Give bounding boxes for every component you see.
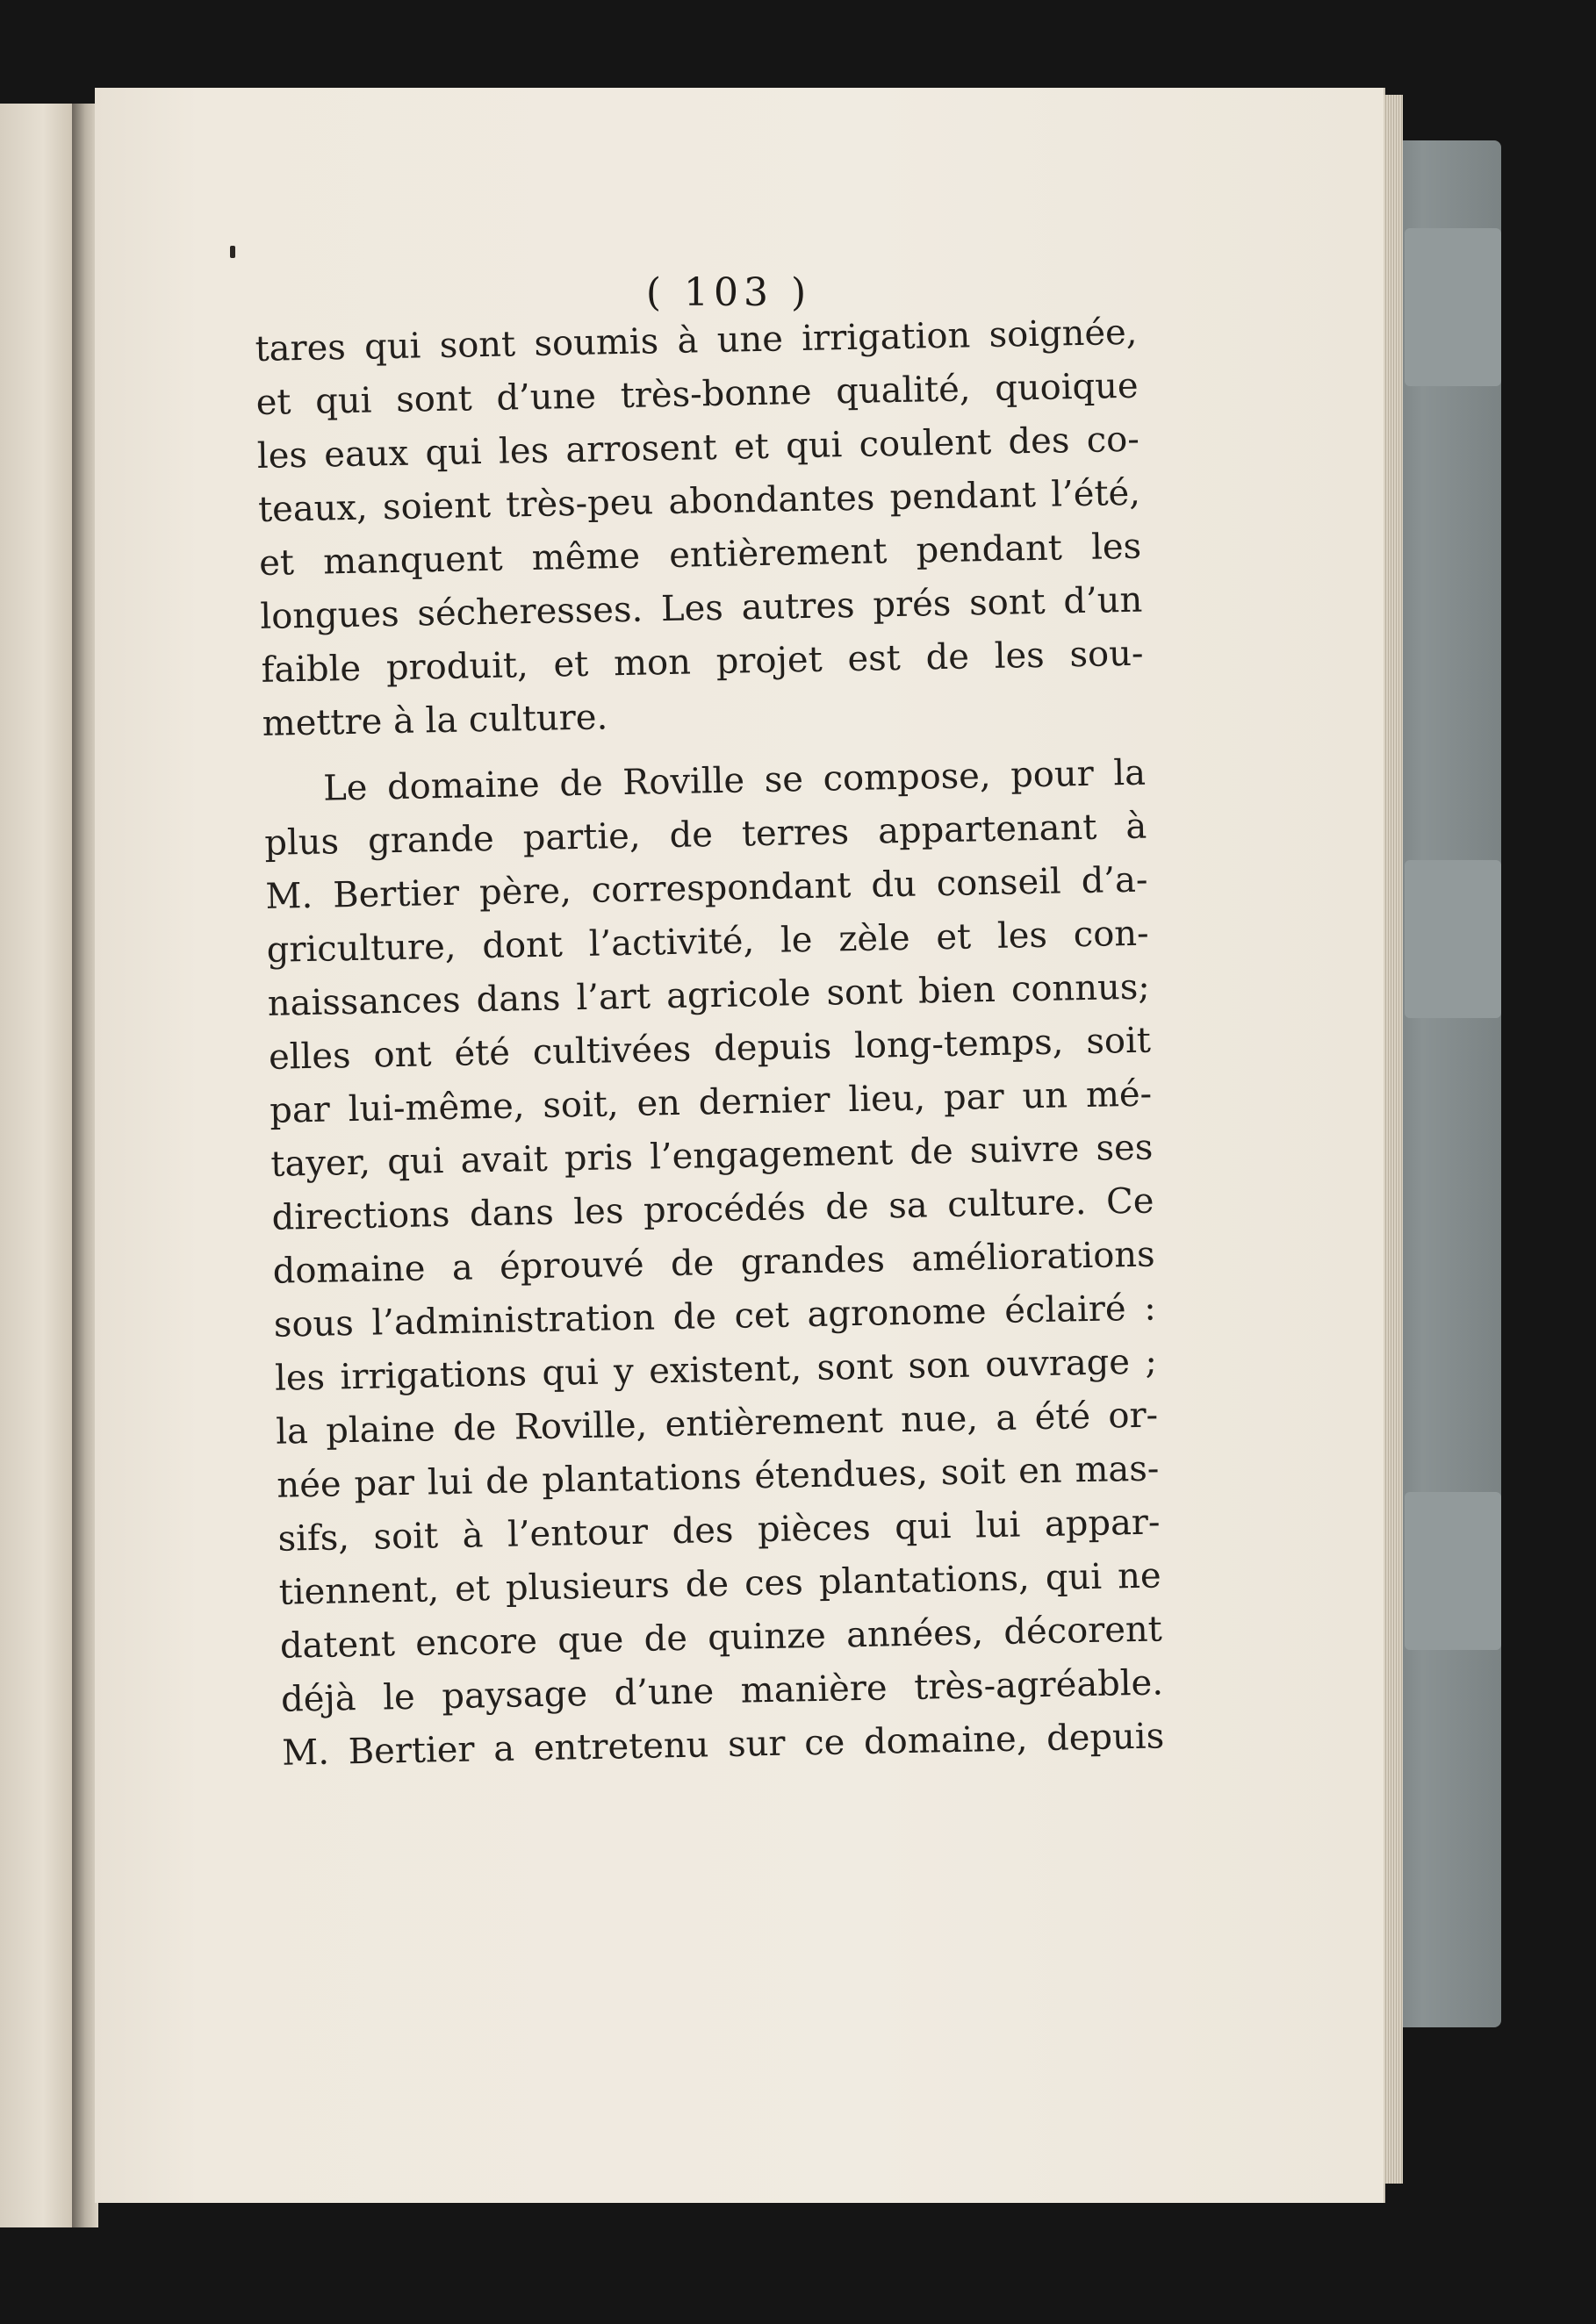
board-edge-block [1405, 1492, 1501, 1650]
text-line: griculture, dont l’activité, le zèle et les con- [266, 913, 1149, 971]
text-line: naissances dans l’art agricole sont bien connus; [267, 966, 1151, 1024]
text-line: plus grande partie, de terres appartenant à [263, 806, 1147, 864]
text-line: M. Bertier a entretenu sur ce domaine, depuis [281, 1716, 1165, 1774]
text-line: par lui-même, soit, en dernier lieu, par un mé- [269, 1073, 1153, 1131]
text-line: sous l’administration de cet agronome éclairé : [273, 1288, 1157, 1345]
text-line: sifs, soit à l’entour des pièces qui lui appar- [277, 1502, 1161, 1560]
text-line: domaine a éprouvé de grandes améliorations [272, 1234, 1156, 1292]
text-line: et qui sont d’une très-bonne qualité, quoique [255, 365, 1139, 423]
text-line: Le domaine de Roville se compose, pour la [322, 752, 1147, 809]
page-number: ( 103 ) [645, 270, 812, 315]
text-line: tayer, qui avait pris l’engagement de suivre ses [270, 1127, 1154, 1185]
text-line: mettre à la culture. [262, 697, 608, 744]
text-line: datent encore que de quinze années, décorent [279, 1609, 1163, 1667]
text-line: née par lui de plantations étendues, soit en mas- [276, 1448, 1160, 1506]
text-line: les irrigations qui y existent, sont son ouvrage ; [274, 1341, 1158, 1399]
text-line: elles ont été cultivées depuis long-temps, soit [268, 1020, 1152, 1078]
page-stack-edges [1384, 95, 1403, 2184]
text-line: déjà le paysage d’une manière très-agréable. [280, 1662, 1164, 1720]
text-line: et manquent même entièrement pendant les [258, 526, 1142, 584]
board-edge-block [1405, 860, 1501, 1018]
text-line: tares qui sont soumis à une irrigation soignée, [255, 312, 1138, 369]
facing-page-edge [0, 104, 72, 2227]
text-line: tiennent, et plusieurs de ces plantations, qui ne [278, 1555, 1162, 1613]
text-line: les eaux qui les arrosent et qui coulent des co- [256, 419, 1140, 477]
ink-mark [230, 246, 235, 258]
text-line: la plaine de Roville, entièrement nue, a été or- [275, 1395, 1159, 1452]
body-text [255, 306, 1165, 1781]
text-line: directions dans les procédés de sa culture. Ce [271, 1180, 1154, 1238]
text-line: longues sécheresses. Les autres prés sont d’un [259, 579, 1143, 637]
text-line: teaux, soient très-peu abondantes pendant l’été, [257, 472, 1141, 530]
text-line: faible produit, et mon projet est de les sou- [261, 633, 1144, 691]
text-line: M. Bertier père, correspondant du conseil d’a- [265, 859, 1148, 917]
